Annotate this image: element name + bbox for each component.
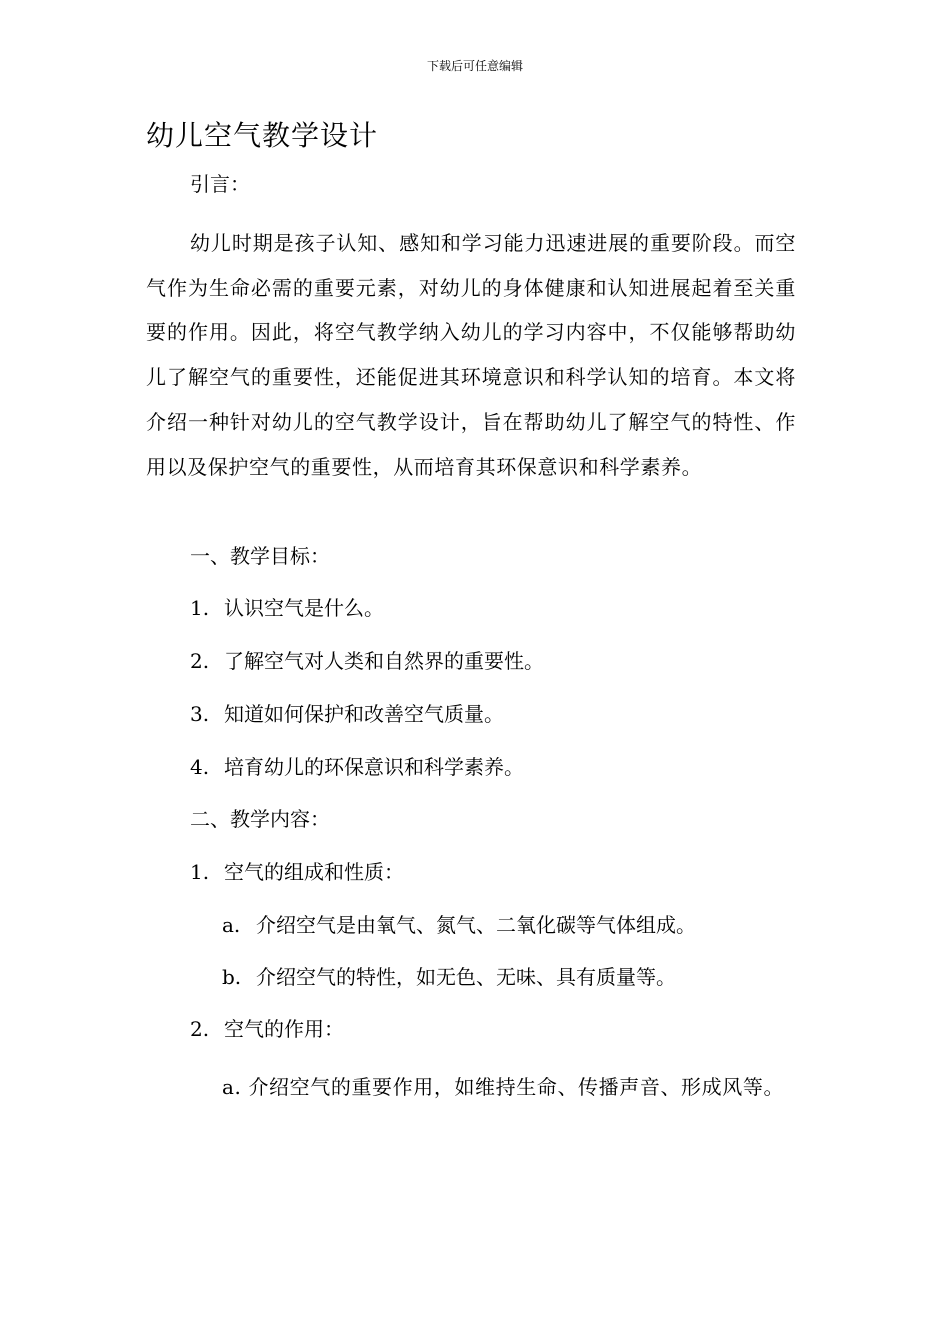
- goal-item: [190, 753, 524, 781]
- content-item: [190, 1015, 344, 1043]
- goal-item-number: 2.: [190, 649, 210, 673]
- content-item-text: 空气的作用：: [224, 1017, 344, 1041]
- goal-item-text: 培育幼儿的环保意识和科学素养。: [224, 755, 524, 779]
- goal-item: [190, 594, 384, 622]
- goal-item-number: 4.: [190, 755, 210, 779]
- goal-item-number: 1.: [190, 596, 210, 620]
- content-subitem-text: 介绍空气的特性，如无色、无味、具有质量等。: [256, 965, 676, 989]
- content-item-text: 空气的组成和性质：: [224, 860, 404, 884]
- content-item-number: 1.: [190, 860, 210, 884]
- content-item-number: 2.: [190, 1017, 210, 1041]
- content-subitem: [222, 911, 696, 939]
- goal-item: [190, 647, 544, 675]
- document-title: 幼儿空气教学设计: [146, 119, 379, 152]
- goal-item-text: 了解空气对人类和自然界的重要性。: [224, 649, 544, 673]
- goal-item-number: 3.: [190, 702, 210, 726]
- header-note: 下载后可任意编辑: [426, 59, 523, 73]
- content-item: [190, 858, 404, 886]
- content-subitem-letter: a.: [222, 913, 241, 937]
- goal-item-text: 认识空气是什么。: [224, 596, 384, 620]
- content-subitem-paragraph: a. 介绍空气的重要作用，如维持生命、传播声音、形成风等。: [222, 1075, 785, 1099]
- intro-paragraph: 幼儿时期是孩子认知、感知和学习能力迅速进展的重要阶段。而空气作为生命必需的重要元素，对幼儿的身体健康和认知进展起着至关重要的作用。因此，将空气教学纳入幼儿的学习内容中，不仅能够帮助幼儿了解空气的重要性，还能促进其环境意识和科学认知的培育。本文将介绍一种针对幼儿的空气教学设计，旨在帮助幼儿了解空气的特性、作用以及保护空气的重要性，从而培育其环保意识和科学素养。: [146, 231, 796, 479]
- intro-label: 引言：: [190, 172, 250, 196]
- goal-item-text: 知道如何保护和改善空气质量。: [224, 702, 504, 726]
- section-heading-goals: 一、教学目标：: [190, 544, 330, 568]
- section-heading-content: 二、教学内容：: [190, 807, 330, 831]
- content-subitem: [222, 963, 676, 991]
- content-subitem-text: 介绍空气是由氧气、氮气、二氧化碳等气体组成。: [256, 913, 696, 937]
- goal-item: [190, 700, 504, 728]
- content-subitem-letter: b.: [222, 965, 242, 989]
